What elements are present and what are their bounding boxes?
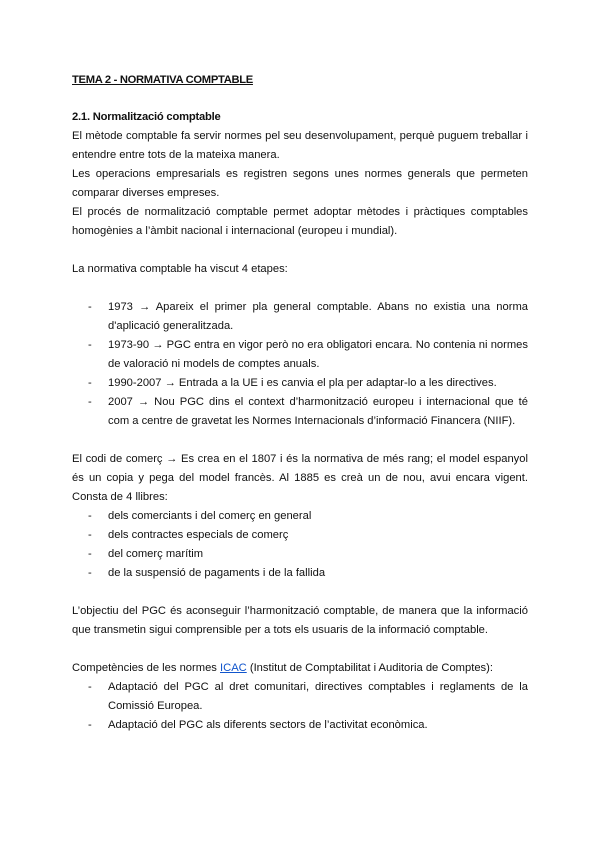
- list-item: - 2007 → Nou PGC dins el context d’harmonització europeu i internacional que té com a centre de gravetat les Normes Internacionals d’informació Financera (NIIF).: [88, 396, 528, 427]
- document-page: [72, 71, 528, 735]
- list-item: - 1973-90 → PGC entra en vigor però no era obligatori encara. No contenia ni normes de valoració ni models de comptes anuals.: [88, 339, 528, 370]
- list-item: - Adaptació del PGC al dret comunitari, directives comptables i reglaments de la Comissió Europea.: [88, 681, 528, 712]
- list-item: - Adaptació del PGC als diferents sectors de l’activitat econòmica.: [88, 719, 428, 731]
- competencies-intro: Competències de les normes ICAC (Institut de Comptabilitat i Auditoria de Comptes):: [72, 662, 493, 674]
- intro-paragraph-2: Les operacions empresarials es registren segons unes normes generals que permeten comparar diverses empreses.: [72, 168, 528, 199]
- list-item: - dels contractes especials de comerç: [88, 529, 289, 541]
- section-heading: 2.1. Normalització comptable: [72, 111, 221, 123]
- competencies-list: [72, 678, 528, 735]
- llibres-list: [72, 507, 528, 583]
- list-item: - dels comerciants i del comerç en general: [88, 510, 312, 522]
- list-item: - 1973 → Apareix el primer pla general comptable. Abans no existia una norma d'aplicació generalitzada.: [88, 301, 528, 332]
- intro-paragraph-3: El procés de normalització comptable permet adoptar mètodes i pràctiques comptables homogènies a l’àmbit nacional i internacional (europeu i mundial).: [72, 206, 528, 237]
- stages-list: [72, 298, 528, 431]
- objectiu-paragraph: L’objectiu del PGC és aconseguir l’harmonització comptable, de manera que la informació que transmetin sigui comprensible per a tots els usuaris de la informació comptable.: [72, 605, 528, 636]
- list-item: - de la suspensió de pagaments i de la fallida: [88, 567, 326, 579]
- document-title: TEMA 2 - NORMATIVA COMPTABLE: [72, 74, 253, 86]
- intro-paragraph-1: El mètode comptable fa servir normes pel seu desenvolupament, perquè puguem treballar i entendre entre tots de la mateixa manera.: [72, 130, 528, 161]
- stages-intro: La normativa comptable ha viscut 4 etapes:: [72, 263, 288, 275]
- list-item: - 1990-2007 → Entrada a la UE i es canvia el pla per adaptar-lo a les directives.: [88, 377, 497, 389]
- codi-paragraph: El codi de comerç → Es crea en el 1807 i és la normativa de més rang; el model espanyol és un copia y pega del model francès. Al 1885 es creà un de nou, avui encara vigent. Consta de 4 llibres:: [72, 453, 528, 503]
- icac-link[interactable]: ICAC: [220, 662, 247, 674]
- list-item: - del comerç marítim: [88, 548, 204, 560]
